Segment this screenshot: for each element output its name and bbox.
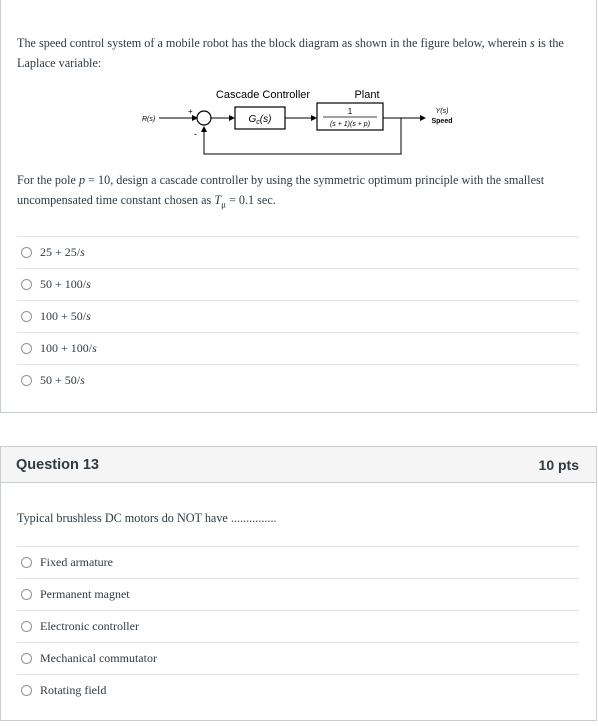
block-diagram [139, 85, 459, 159]
radio-button[interactable] [21, 343, 32, 354]
answer-label: 25 + 25/s [40, 245, 85, 259]
answer-option[interactable] [17, 236, 579, 268]
answer-label: Rotating field [40, 683, 107, 697]
radio-button[interactable] [21, 557, 32, 568]
input-label: R(s) [142, 116, 156, 123]
summing-junction [197, 111, 211, 125]
output-label: Y(s) [435, 108, 449, 115]
radio-button[interactable] [21, 375, 32, 386]
plant-denominator: (s + 1)(s + p) [329, 121, 371, 128]
answer-label: Fixed armature [40, 555, 113, 569]
answer-option[interactable] [17, 674, 579, 706]
question-header [1, 447, 596, 483]
question-13-answers [17, 546, 579, 706]
question-12-prompt: For the pole p = 10, design a cascade controller by using the symmetric optimum principle with the smallest uncompensated time constant chosen as $T_\mu = 0.1$ sec. [17, 173, 545, 210]
answer-option[interactable] [17, 610, 579, 642]
answer-option[interactable] [17, 300, 579, 332]
question-13-text: Typical brushless DC motors do NOT have ............... [17, 511, 277, 525]
answer-label: 100 + 50/s [40, 309, 91, 323]
answer-option[interactable] [17, 578, 579, 610]
question-12-answers [17, 236, 579, 396]
minus-sign: - [194, 129, 197, 139]
question-13-card [0, 446, 597, 721]
plant-title: Plant [354, 89, 380, 101]
radio-button[interactable] [21, 247, 32, 258]
radio-button[interactable] [21, 279, 32, 290]
answer-option[interactable] [17, 332, 579, 364]
answer-option[interactable] [17, 642, 579, 674]
plus-sign: + [188, 107, 193, 116]
answer-option[interactable] [17, 364, 579, 396]
question-12-intro: The speed control system of a mobile robot has the block diagram as shown in the figure below, wherein s is the Laplace variable: [17, 36, 564, 70]
answer-label: 50 + 50/s [40, 373, 85, 387]
answer-label: Electronic controller [40, 619, 139, 633]
answer-label: 100 + 100/s [40, 341, 97, 355]
radio-button[interactable] [21, 621, 32, 632]
answer-option[interactable] [17, 268, 579, 300]
plant-numerator: 1 [347, 107, 353, 116]
answer-label: Permanent magnet [40, 587, 130, 601]
radio-button[interactable] [21, 685, 32, 696]
radio-button[interactable] [21, 311, 32, 322]
output-name: Speed [431, 118, 453, 125]
radio-button[interactable] [21, 589, 32, 600]
question-title: Question 13 [16, 457, 99, 473]
controller-tf: $G_c(s)$ [248, 114, 272, 126]
answer-label: Mechanical commutator [40, 651, 157, 665]
answer-label: 50 + 100/s [40, 277, 91, 291]
controller-title: Cascade Controller [215, 89, 311, 101]
answer-option[interactable] [17, 546, 579, 578]
radio-button[interactable] [21, 653, 32, 664]
question-points: 10 pts [538, 457, 579, 473]
